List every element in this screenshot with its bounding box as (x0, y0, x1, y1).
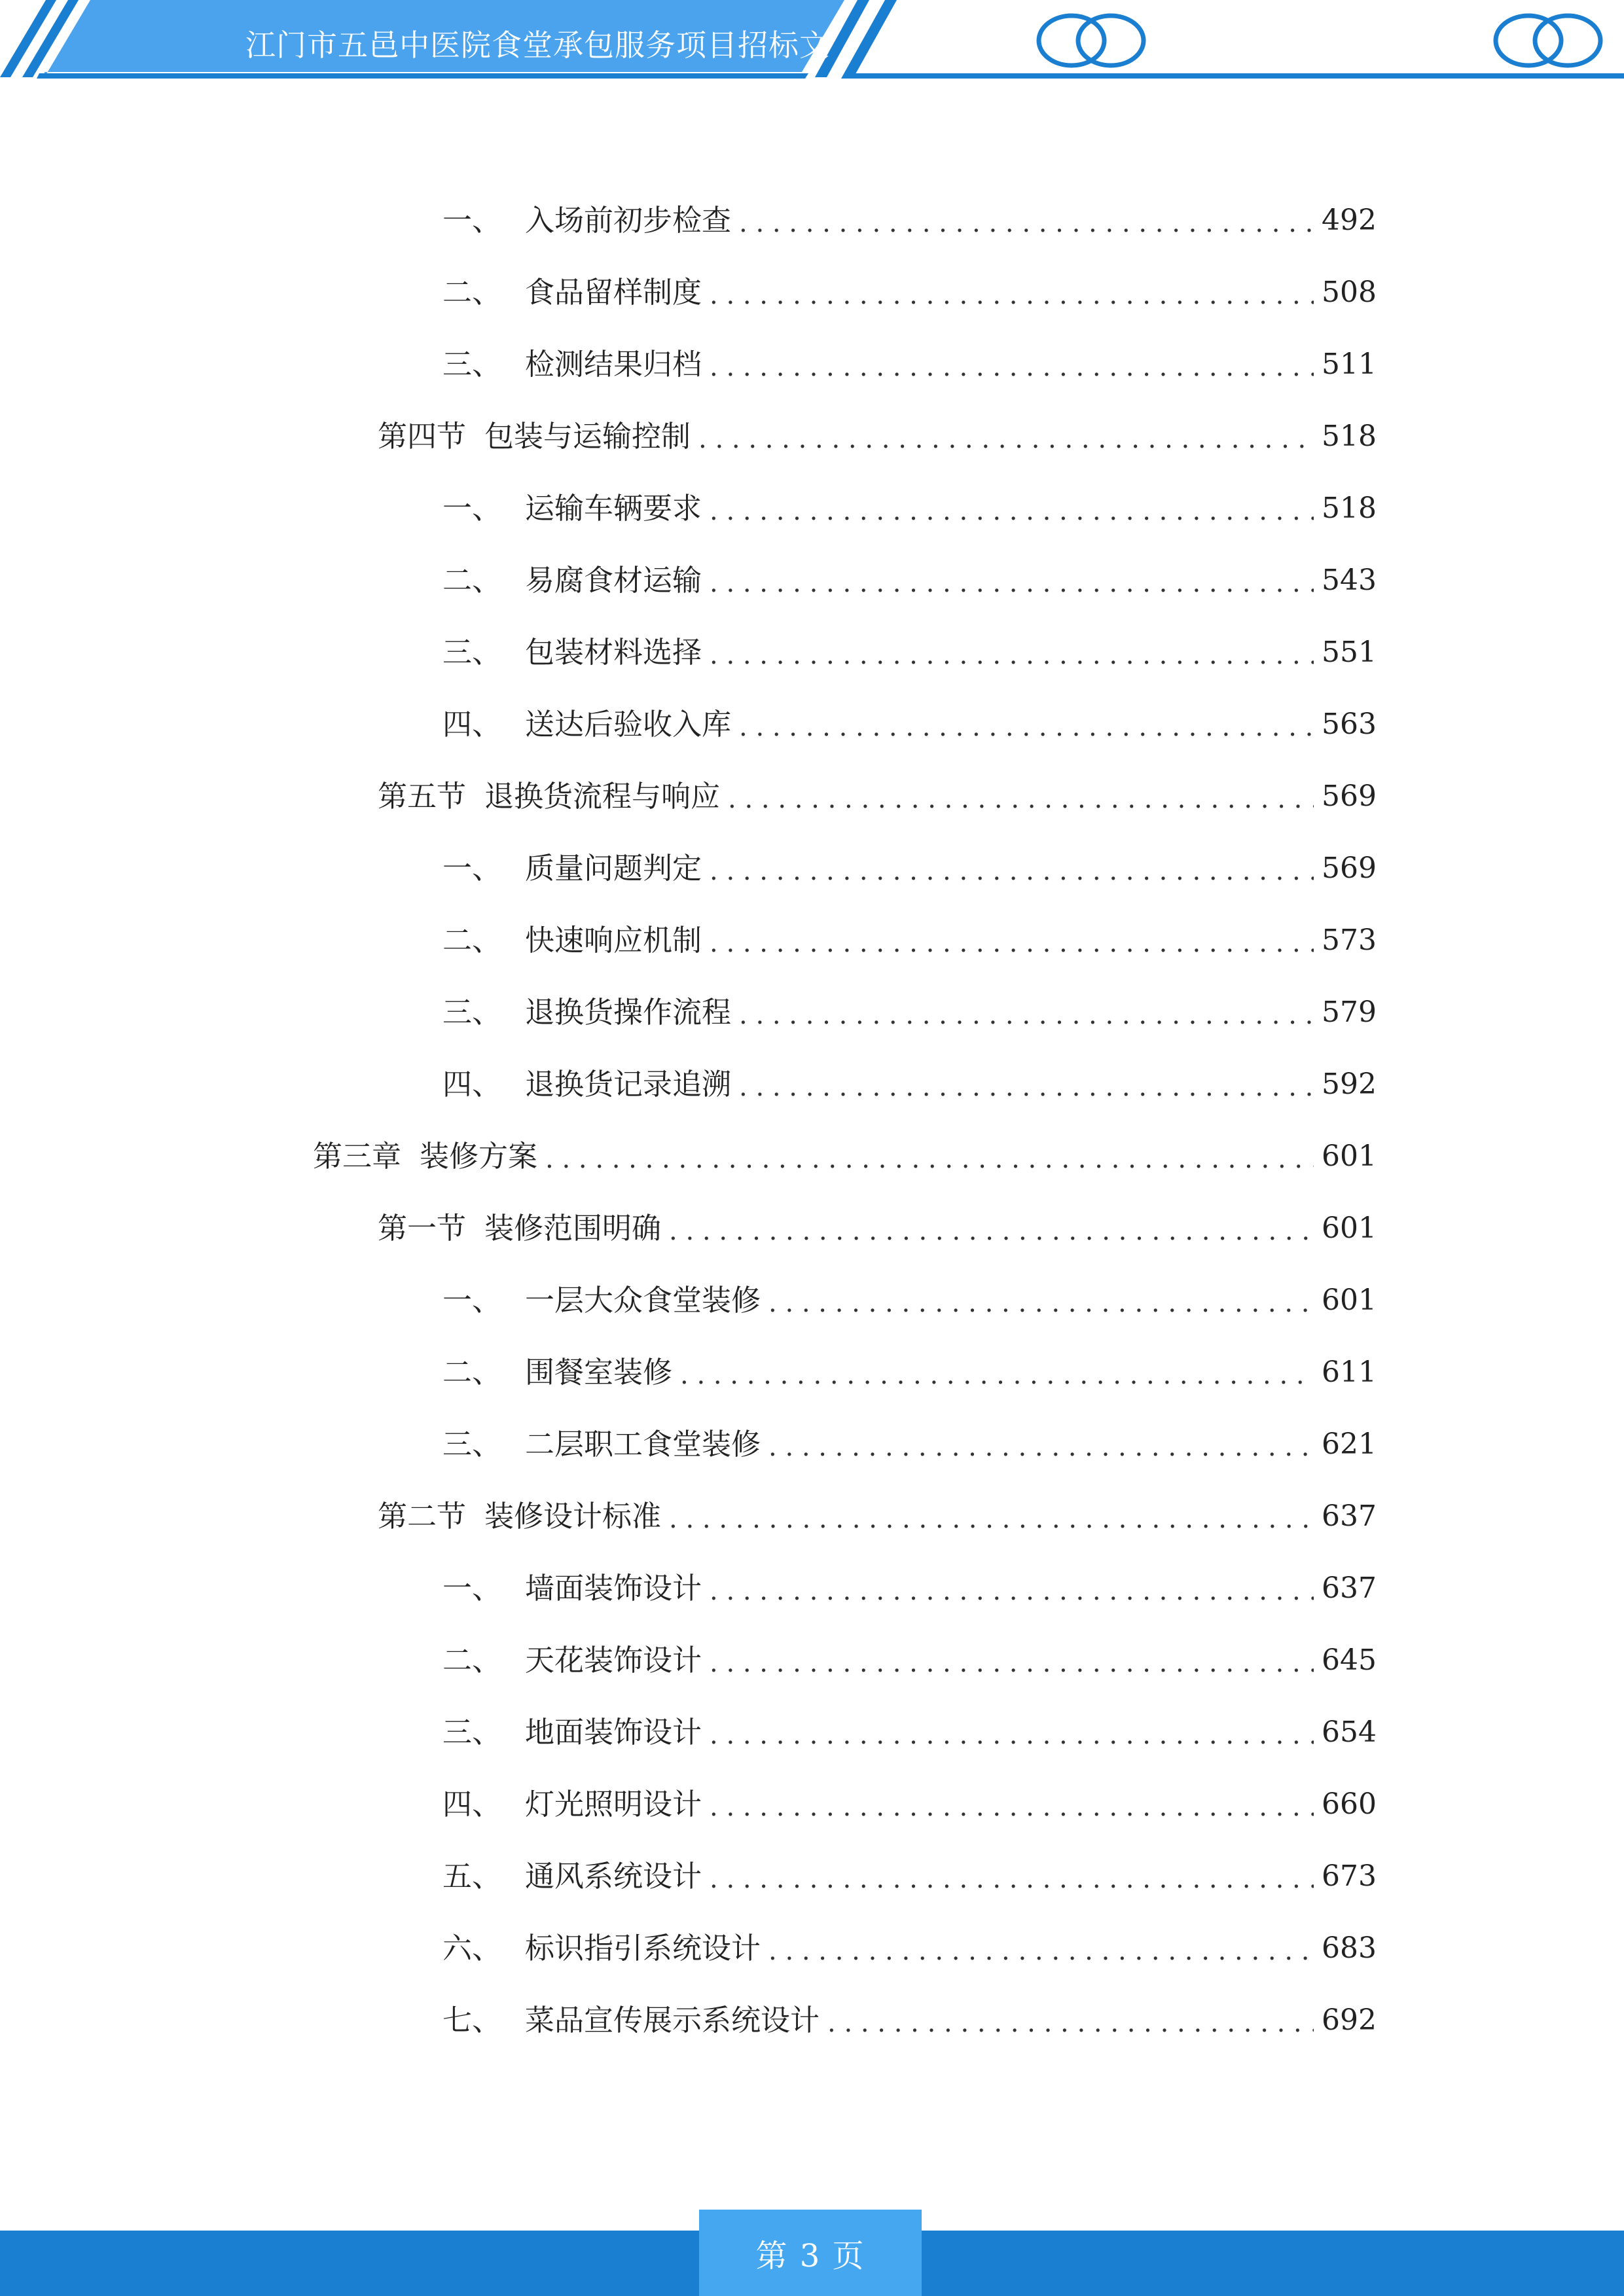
toc-entry-page: 569 (1322, 852, 1377, 885)
page-header (0, 0, 1624, 85)
toc-entry[interactable] (442, 1696, 1377, 1768)
toc-entry[interactable] (378, 1480, 1377, 1552)
toc-entry-number: 一、 (442, 491, 502, 526)
toc-dot-leader (698, 420, 1314, 459)
toc-entry-title: 菜品宣传展示系统设计 (525, 2003, 820, 2037)
toc-dot-leader (739, 708, 1314, 747)
toc-entry[interactable] (442, 257, 1377, 329)
toc-entry-title: 地面装饰设计 (525, 1715, 702, 1749)
toc-entry-number: 七、 (442, 2003, 502, 2037)
toc-entry-page: 573 (1322, 924, 1377, 957)
toc-entry-page: 511 (1322, 348, 1377, 381)
toc-entry-page: 601 (1322, 1211, 1377, 1245)
toc-entry[interactable] (442, 1624, 1377, 1696)
toc-entry-number: 一、 (442, 851, 502, 886)
toc-entry-page: 492 (1322, 204, 1377, 237)
toc-entry-page: 637 (1322, 1499, 1377, 1533)
toc-entry-title: 运输车辆要求 (525, 491, 702, 526)
toc-entry-title: 食品留样制度 (525, 275, 702, 310)
toc-entry-number: 三、 (442, 1715, 502, 1749)
toc-entry-page: 601 (1322, 1283, 1377, 1317)
toc-dot-leader (710, 1643, 1314, 1683)
toc-entry[interactable] (442, 905, 1377, 977)
toc-entry-number: 二、 (442, 563, 502, 598)
toc-entry[interactable] (378, 1193, 1377, 1265)
toc-entry-number: 一、 (442, 1571, 502, 1605)
toc-entry-page: 654 (1322, 1715, 1377, 1749)
toc-entry[interactable] (442, 1049, 1377, 1121)
toc-entry[interactable] (442, 1552, 1377, 1624)
toc-entry[interactable] (313, 1121, 1377, 1193)
toc-entry[interactable] (442, 689, 1377, 761)
toc-entry-number: 四、 (442, 707, 502, 742)
page-number-tab (699, 2210, 922, 2296)
toc-entry-page: 518 (1322, 492, 1377, 525)
toc-entry-page: 579 (1322, 996, 1377, 1029)
toc-entry-title: 退换货操作流程 (525, 995, 732, 1030)
toc-dot-leader (669, 1211, 1314, 1251)
toc-entry-page: 645 (1322, 1643, 1377, 1677)
toc-dot-leader (710, 1859, 1314, 1899)
toc-entry-number: 三、 (442, 995, 502, 1030)
toc-entry-number: 第一节 (378, 1211, 467, 1246)
toc-entry-title: 装修范围明确 (484, 1211, 662, 1246)
toc-dot-leader (710, 348, 1314, 387)
toc-dot-leader (768, 1283, 1314, 1323)
toc-entry-title: 一层大众食堂装修 (525, 1283, 761, 1318)
toc-entry-number: 五、 (442, 1859, 502, 1893)
toc-dot-leader (728, 780, 1314, 819)
toc-entry[interactable] (442, 617, 1377, 689)
toc-dot-leader (739, 204, 1314, 243)
toc-entry-title: 装修设计标准 (484, 1499, 662, 1534)
toc-dot-leader (768, 1931, 1314, 1971)
toc-entry-page: 621 (1322, 1427, 1377, 1461)
toc-entry-title: 围餐室装修 (525, 1355, 673, 1390)
toc-entry[interactable] (442, 473, 1377, 545)
toc-dot-leader (710, 636, 1314, 675)
toc-entry-page: 543 (1322, 564, 1377, 597)
toc-entry-page: 611 (1322, 1355, 1377, 1389)
toc-dot-leader (545, 1139, 1314, 1179)
toc-entry-page: 683 (1322, 1931, 1377, 1965)
toc-entry[interactable] (442, 1408, 1377, 1480)
toc-entry-title: 快速响应机制 (525, 923, 702, 958)
toc-dot-leader (710, 276, 1314, 315)
toc-entry-title: 天花装饰设计 (525, 1643, 702, 1677)
toc-entry-number: 一、 (442, 1283, 502, 1318)
toc-entry-page: 692 (1322, 2003, 1377, 2037)
toc-dot-leader (710, 492, 1314, 531)
toc-dot-leader (710, 1571, 1314, 1611)
toc-entry[interactable] (442, 1912, 1377, 1984)
toc-dot-leader (827, 2003, 1314, 2043)
toc-entry[interactable] (442, 545, 1377, 617)
toc-entry-page: 563 (1322, 708, 1377, 741)
toc-entry-number: 一、 (442, 203, 502, 238)
toc-entry-title: 通风系统设计 (525, 1859, 702, 1893)
document-title: 江门市五邑中医院食堂承包服务项目招标文 (245, 27, 830, 63)
toc-entry-title: 退换货记录追溯 (525, 1067, 732, 1102)
toc-entry-title: 易腐食材运输 (525, 563, 702, 598)
toc-entry[interactable] (442, 833, 1377, 905)
toc-entry-title: 包装材料选择 (525, 635, 702, 670)
toc-entry[interactable] (442, 185, 1377, 257)
toc-entry-page: 673 (1322, 1859, 1377, 1893)
toc-entry-number: 三、 (442, 347, 502, 382)
toc-entry-number: 第三章 (313, 1139, 402, 1174)
toc-entry-number: 四、 (442, 1067, 502, 1102)
toc-entry-number: 六、 (442, 1931, 502, 1965)
toc-entry-number: 四、 (442, 1787, 502, 1821)
toc-entry-title: 二层职工食堂装修 (525, 1427, 761, 1462)
toc-dot-leader (710, 1787, 1314, 1827)
toc-entry[interactable] (442, 1336, 1377, 1408)
toc-entry-page: 569 (1322, 780, 1377, 813)
toc-entry-number: 三、 (442, 1427, 502, 1462)
toc-entry-number: 二、 (442, 1643, 502, 1677)
toc-entry-title: 检测结果归档 (525, 347, 702, 382)
toc-entry[interactable] (442, 329, 1377, 401)
toc-dot-leader (710, 924, 1314, 963)
toc-entry-number: 第二节 (378, 1499, 467, 1534)
toc-entry-number: 第四节 (378, 419, 467, 454)
toc-entry[interactable] (442, 1984, 1377, 2056)
toc-entry-page: 592 (1322, 1067, 1377, 1101)
toc-entry[interactable] (442, 1840, 1377, 1912)
toc-entry-title: 送达后验收入库 (525, 707, 732, 742)
toc-entry-title: 退换货流程与响应 (484, 779, 721, 814)
toc-entry-title: 装修方案 (420, 1139, 538, 1174)
toc-entry-number: 二、 (442, 275, 502, 310)
toc-entry-title: 包装与运输控制 (484, 419, 691, 454)
toc-entry[interactable] (442, 1768, 1377, 1840)
toc-entry-title: 质量问题判定 (525, 851, 702, 886)
toc-entry-title: 墙面装饰设计 (525, 1571, 702, 1605)
toc-entry[interactable] (378, 401, 1377, 473)
toc-entry[interactable] (378, 761, 1377, 833)
toc-dot-leader (710, 852, 1314, 891)
toc-dot-leader (739, 996, 1314, 1035)
toc-entry-title: 灯光照明设计 (525, 1787, 702, 1821)
toc-entry-number: 第五节 (378, 779, 467, 814)
toc-dot-leader (710, 1715, 1314, 1755)
toc-entry[interactable] (442, 977, 1377, 1049)
toc-dot-leader (680, 1355, 1314, 1395)
toc-entry-title: 入场前初步检查 (525, 203, 732, 238)
toc-entry[interactable] (442, 1265, 1377, 1336)
toc-entry-title: 标识指引系统设计 (525, 1931, 761, 1965)
toc-entry-number: 二、 (442, 923, 502, 958)
toc-entry-number: 三、 (442, 635, 502, 670)
toc-dot-leader (739, 1067, 1314, 1107)
toc-entry-number: 二、 (442, 1355, 502, 1390)
toc-entry-page: 551 (1322, 636, 1377, 669)
toc-entry-page: 601 (1322, 1139, 1377, 1173)
page-number: 第 3 页 (755, 2237, 865, 2274)
toc-entry-page: 660 (1322, 1787, 1377, 1821)
toc-dot-leader (710, 564, 1314, 603)
toc-entry-page: 637 (1322, 1571, 1377, 1605)
toc-dot-leader (669, 1499, 1314, 1539)
toc-dot-leader (768, 1427, 1314, 1467)
toc-entry-page: 518 (1322, 420, 1377, 453)
toc-entry-page: 508 (1322, 276, 1377, 309)
